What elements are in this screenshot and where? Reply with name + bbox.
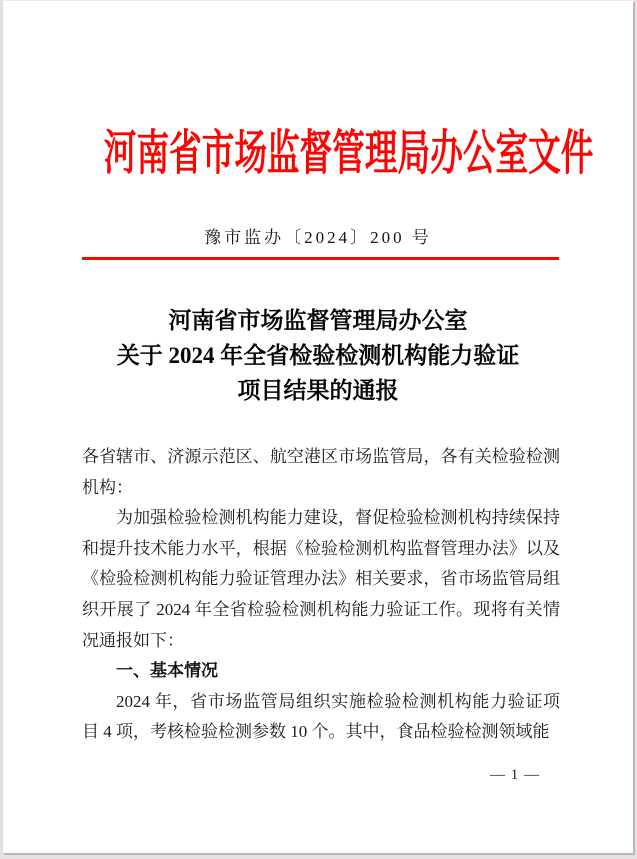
document-page [2,0,633,853]
page-number: — 1 — [490,767,540,783]
document-title [3,303,633,408]
document-title-line-2: 关于 2024 年全省检验检测机构能力验证 [116,343,520,368]
section-heading: 一、基本情况 [116,661,218,681]
paragraph-1: 为加强检验检测机构能力建设，督促检验检测机构持续保持和提升技术能力水平，根据《检验检测机构监督管理办法》以及《检验检测机构能力验证管理办法》相关要求，省市场监管局组织开展了 2024 年全省检验检测机构能力验证工作。现将有关情况通报如下： [82,508,560,650]
document-body [82,442,560,748]
agency-banner: 河南省市场监督管理局办公室文件 [103,127,594,180]
salutation: 各省辖市、济源示范区、航空港区市场监管局，各有关检验检测机构： [82,447,560,497]
red-divider [82,257,559,260]
paragraph-2: 2024 年，省市场监管局组织实施检验检测机构能力验证项目 4 项，考核检验检测参数 10 个。其中，食品检验检测领域能 [82,691,560,742]
document-title-line-1: 河南省市场监督管理局办公室 [168,308,468,333]
document-title-line-3: 项目结果的通报 [237,378,399,403]
document-number: 豫市监办〔2024〕200 号 [204,228,432,247]
